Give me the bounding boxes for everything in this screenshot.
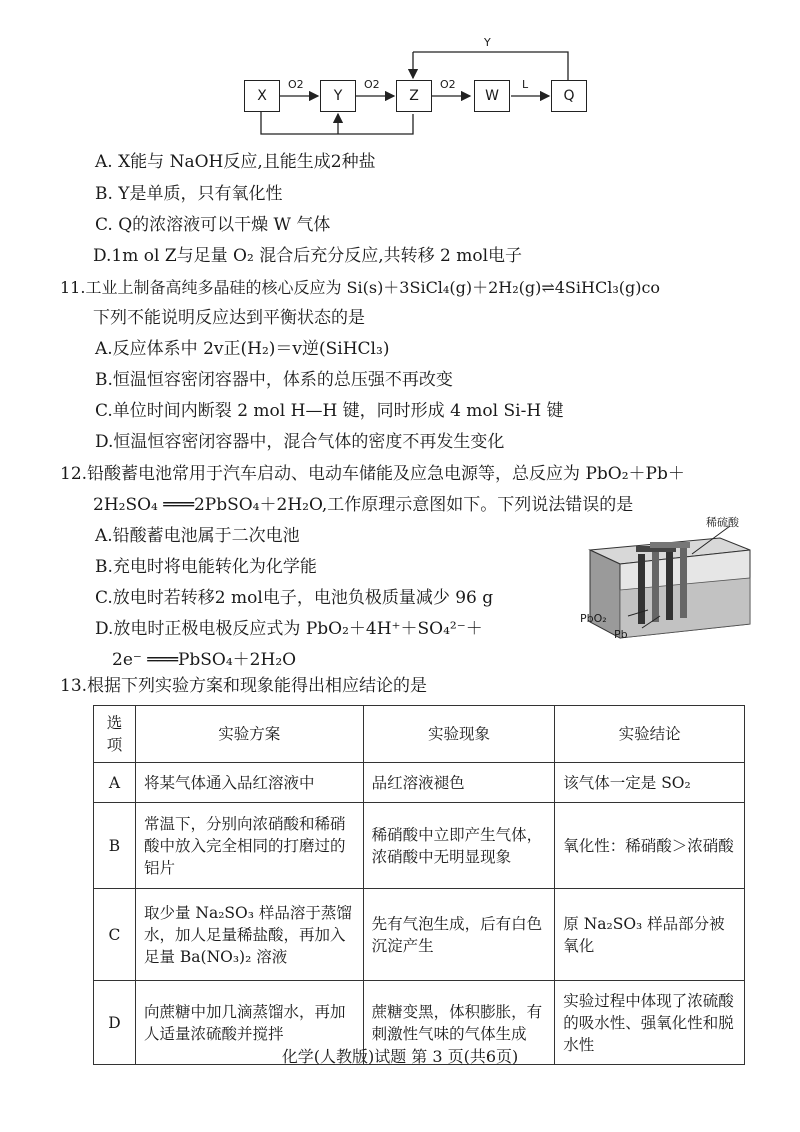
row-plan: 常温下，分别向浓硝酸和稀硝酸中放入完全相同的打磨过的铝片 xyxy=(135,803,363,889)
row-conclusion: 实验过程中体现了浓硫酸的吸水性、强氧化性和脱水性 xyxy=(555,981,745,1065)
node-w: W xyxy=(474,80,510,112)
q10-option-d: D.1m ol Z与足量 O₂ 混合后充分反应,共转移 2 mol电子 xyxy=(93,246,523,266)
table-row xyxy=(94,803,745,889)
header-plan: 实验方案 xyxy=(135,706,363,763)
experiment-table xyxy=(93,705,745,1065)
edge-label-zw: O2 xyxy=(440,78,456,91)
battery-illustration xyxy=(580,520,760,650)
node-q: Q xyxy=(551,80,587,112)
row-phenomenon: 稀硝酸中立即产生气体，浓硝酸中无明显现象 xyxy=(363,803,555,889)
q12-option-b: B.充电时将电能转化为化学能 xyxy=(95,557,317,577)
row-conclusion: 氧化性：稀硝酸＞浓硝酸 xyxy=(555,803,745,889)
q12-stem-2: 2H₂SO₄ ═══2PbSO₄＋2H₂O,工作原理示意图如下。下列说法错误的是 xyxy=(93,495,634,515)
row-conclusion: 该气体一定是 SO₂ xyxy=(555,763,745,803)
q11-option-d: D.恒温恒容密闭容器中，混合气体的密度不再发生变化 xyxy=(95,432,505,452)
row-option: D xyxy=(94,981,136,1065)
edge-label-top: Y xyxy=(484,36,491,49)
row-option: B xyxy=(94,803,136,889)
label-pb: Pb xyxy=(614,628,628,641)
q12-option-d: D.放电时正极电极反应式为 PbO₂＋4H⁺＋SO₄²⁻＋ xyxy=(95,619,483,639)
table-header-row xyxy=(94,706,745,763)
q11-stem-2: 下列不能说明反应达到平衡状态的是 xyxy=(93,308,365,328)
q13-stem: 13.根据下列实验方案和现象能得出相应结论的是 xyxy=(60,676,428,696)
lead-acid-battery-figure xyxy=(580,516,760,650)
header-option: 选项 xyxy=(94,706,136,763)
page-footer: 化学(人教版)试题 第 3 页(共6页) xyxy=(281,1047,519,1066)
q11-stem-1: 11.工业上制备高纯多晶硅的核心反应为 Si(s)＋3SiCl₄(g)＋2H₂(g)⇌4SiHCl₃(g)co xyxy=(60,278,661,297)
flow-diagram xyxy=(230,30,590,142)
label-dilute-sulfuric-acid: 稀硫酸 xyxy=(706,516,739,529)
q10-option-c: C. Q的浓溶液可以干燥 W 气体 xyxy=(95,215,331,235)
q11-option-c: C.单位时间内断裂 2 mol H—H 键，同时形成 4 mol Si-H 键 xyxy=(95,401,564,421)
row-option: A xyxy=(94,763,136,803)
row-plan: 将某气体通入品红溶液中 xyxy=(135,763,363,803)
row-conclusion: 原 Na₂SO₃ 样品部分被氧化 xyxy=(555,889,745,981)
row-plan: 取少量 Na₂SO₃ 样品溶于蒸馏水，加人足量稀盐酸，再加入足量 Ba(NO₃)₂ 溶液 xyxy=(135,889,363,981)
edge-label-yz: O2 xyxy=(364,78,380,91)
row-option: C xyxy=(94,889,136,981)
header-conclusion: 实验结论 xyxy=(555,706,745,763)
edge-label-xy: O2 xyxy=(288,78,304,91)
row-plan: 向蔗糖中加几滴蒸馏水，再加人适量浓硫酸并搅拌 xyxy=(135,981,363,1065)
label-pbo2: PbO₂ xyxy=(580,612,607,625)
node-x: X xyxy=(244,80,280,112)
row-phenomenon: 蔗糖变黑，体积膨胀，有刺激性气味的气体生成 xyxy=(363,981,555,1065)
table-row xyxy=(94,763,745,803)
q11-option-a: A.反应体系中 2v正(H₂)＝v逆(SiHCl₃) xyxy=(95,339,390,359)
node-y: Y xyxy=(320,80,356,112)
table-row xyxy=(94,889,745,981)
q10-option-b: B. Y是单质，只有氧化性 xyxy=(95,184,283,204)
row-phenomenon: 先有气泡生成，后有白色沉淀产生 xyxy=(363,889,555,981)
node-z: Z xyxy=(396,80,432,112)
q11-option-b: B.恒温恒容密闭容器中，体系的总压强不再改变 xyxy=(95,370,453,390)
edge-label-wq: L xyxy=(522,78,529,91)
q12-option-a: A.铅酸蓄电池属于二次电池 xyxy=(95,526,300,546)
q12-stem-1: 12.铅酸蓄电池常用于汽车启动、电动车储能及应急电源等，总反应为 PbO₂＋Pb＋ xyxy=(60,464,685,484)
q12-option-c: C.放电时若转移2 mol电子，电池负极质量减少 96 g xyxy=(95,588,494,608)
q12-option-d-cont: 2e⁻ ═══PbSO₄＋2H₂O xyxy=(112,650,297,670)
row-phenomenon: 品红溶液褪色 xyxy=(363,763,555,803)
header-phenomenon: 实验现象 xyxy=(363,706,555,763)
q10-option-a: A. X能与 NaOH反应,且能生成2种盐 xyxy=(95,152,376,172)
